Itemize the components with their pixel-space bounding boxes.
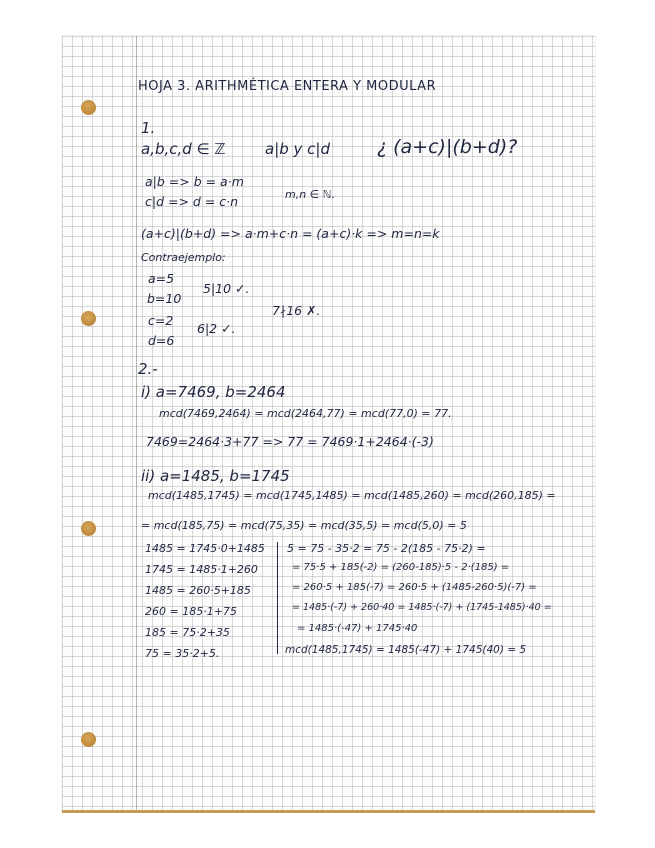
problem-1-given: a,b,c,d ∈ ℤ xyxy=(141,140,226,158)
binder-hole-icon xyxy=(81,311,96,326)
division-step: 260 = 185·1+75 xyxy=(145,605,237,618)
counterexample-label: Contraejemplo: xyxy=(141,251,226,264)
definition-c-divides-d: c|d => d = c·n xyxy=(145,194,239,209)
margin-line xyxy=(136,36,137,812)
bezout-step: 5 = 75 - 35·2 = 75 - 2(185 - 75·2) = xyxy=(287,542,486,555)
binder-hole-icon xyxy=(81,732,96,747)
bezout-step: = 260·5 + 185(-7) = 260·5 + (1485-260·5)(-7) = xyxy=(292,582,537,593)
bezout-result: mcd(1485,1745) = 1485(-47) + 1745(40) = 5 xyxy=(285,644,527,656)
part-ii-mcd-line-1: mcd(1485,1745) = mcd(1745,1485) = mcd(1485,260) = mcd(260,185) = xyxy=(148,489,556,502)
counterexample-c: c=2 xyxy=(148,313,174,328)
m-n-domain: m,n ∈ ℕ. xyxy=(285,188,336,201)
division-step: 1745 = 1485·1+260 xyxy=(145,563,258,576)
part-ii-values: ii) a=1485, b=1745 xyxy=(141,467,290,485)
counterexample-b: b=10 xyxy=(147,291,182,306)
part-i-values: i) a=7469, b=2464 xyxy=(141,383,286,401)
check-5-divides-10: 5|10 ✓. xyxy=(203,281,250,296)
page-bottom-edge xyxy=(62,810,595,813)
column-divider xyxy=(277,542,278,654)
page-title: HOJA 3. ARITHMÉTICA ENTERA Y MODULAR xyxy=(138,79,437,94)
part-ii-mcd-line-2: = mcd(185,75) = mcd(75,35) = mcd(35,5) = mcd(5,0) = 5 xyxy=(141,519,467,532)
binder-hole-icon xyxy=(81,521,96,536)
problem-1-hypothesis: a|b y c|d xyxy=(265,140,331,158)
part-i-bezout: 7469=2464·3+77 => 77 = 7469·1+2464·(-3) xyxy=(146,434,434,449)
definition-a-divides-b: a|b => b = a·m xyxy=(145,174,244,189)
counterexample-d: d=6 xyxy=(148,333,175,348)
bezout-step: = 1485·(-7) + 260·40 = 1485·(-7) + (1745-1485)·40 = xyxy=(292,602,552,613)
bezout-step: = 75·5 + 185(-2) = (260-185)·5 - 2·(185) = xyxy=(292,562,510,573)
problem-1-question: ¿ (a+c)|(b+d)? xyxy=(377,136,518,158)
problem-1-derivation: (a+c)|(b+d) => a·m+c·n = (a+c)·k => m=n=k xyxy=(141,226,440,241)
check-6-divides-2: 6|2 ✓. xyxy=(197,321,236,336)
part-i-mcd: mcd(7469,2464) = mcd(2464,77) = mcd(77,0) = 77. xyxy=(159,407,452,420)
problem-2-number: 2.- xyxy=(138,360,158,378)
division-step: 185 = 75·2+35 xyxy=(145,626,230,639)
counterexample-conclusion: 7∤16 ✗. xyxy=(272,303,321,318)
bezout-step: = 1485·(-47) + 1745·40 xyxy=(297,623,418,634)
division-step: 75 = 35·2+5. xyxy=(145,647,220,660)
division-step: 1485 = 260·5+185 xyxy=(145,584,251,597)
problem-1-number: 1. xyxy=(141,119,156,137)
division-step: 1485 = 1745·0+1485 xyxy=(145,542,265,555)
binder-hole-icon xyxy=(81,100,96,115)
counterexample-a: a=5 xyxy=(148,271,175,286)
